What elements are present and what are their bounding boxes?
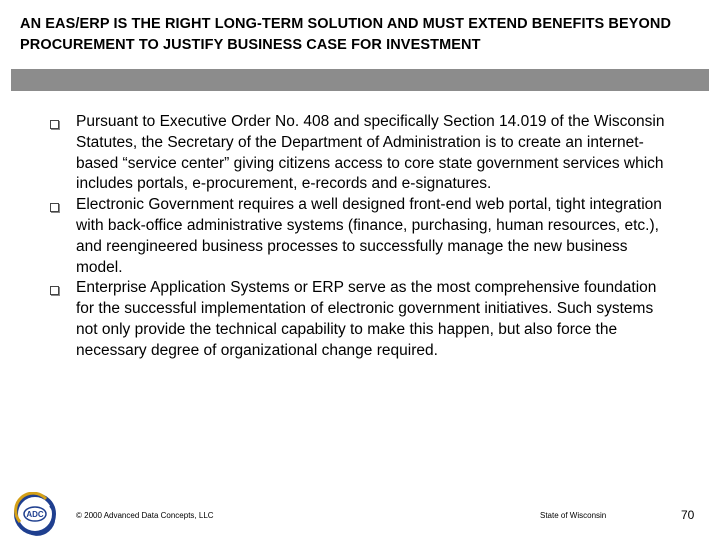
bullet-text: Pursuant to Executive Order No. 408 and specifically Section 14.019 of the Wisconsin Statutes, the Secretary of the Department of Administration is to create an internet-based “service center” giving citizens access to core state government services which includes portals, e-procurement, e-records and e-signatures. <box>76 113 665 193</box>
square-bullet-icon <box>50 286 59 295</box>
bullet-item <box>50 195 670 278</box>
adc-logo <box>12 492 58 536</box>
bullet-text: Electronic Government requires a well designed front-end web portal, tight integration with back-office administrative systems (finance, purchasing, human resources, etc.), and reengineered business processes to successfully manage the new business model. <box>76 196 662 276</box>
bullet-item <box>50 278 670 361</box>
square-bullet-icon <box>50 120 59 129</box>
title-divider-band <box>11 69 709 91</box>
page-number: 70 <box>681 508 695 522</box>
slide-title: AN EAS/ERP IS THE RIGHT LONG-TERM SOLUTION AND MUST EXTEND BENEFITS BEYOND PROCUREMENT TO JUSTIFY BUSINESS CASE FOR INVESTMENT <box>20 16 672 53</box>
footer-organization: State of Wisconsin <box>540 511 607 520</box>
square-bullet-icon <box>50 203 59 212</box>
footer-copyright: © 2000 Advanced Data Concepts, LLC <box>76 511 214 520</box>
bullet-item <box>50 112 670 195</box>
bullet-text: Enterprise Application Systems or ERP serve as the most comprehensive foundation for the successful implementation of electronic government initiatives. Such systems not only provide the technical capability to make this happen, but also force the necessary degree of organizational change required. <box>76 279 657 359</box>
logo-text: ADC <box>26 510 44 519</box>
bullet-list <box>50 112 670 362</box>
